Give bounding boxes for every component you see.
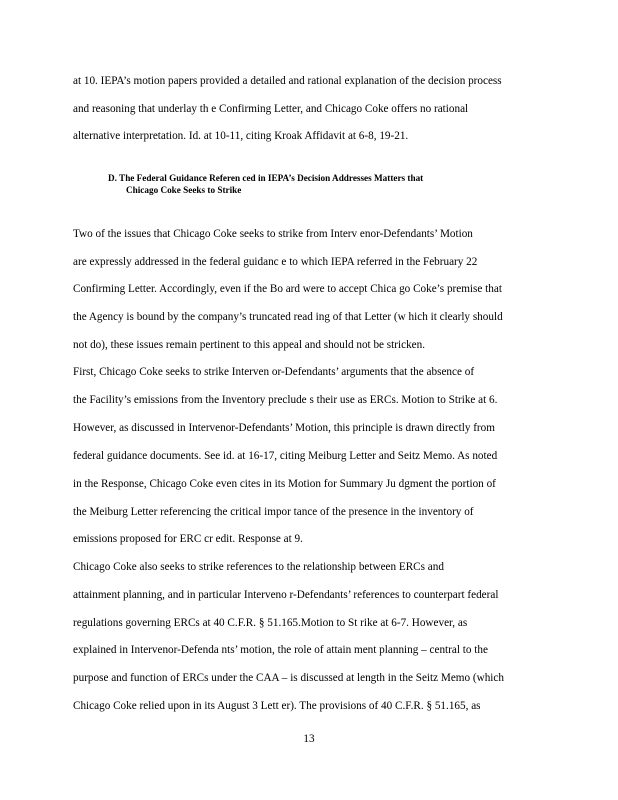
- body-line: at 10. IEPA’s motion papers provided a detailed and rational explanation of the decision process: [73, 75, 502, 87]
- body-line: are expressly addressed in the federal guidanc e to which IEPA referred in the February 22: [73, 256, 478, 268]
- body-line: purpose and function of ERCs under the CAA – is discussed at length in the Seitz Memo (which: [73, 672, 504, 684]
- body-line: alternative interpretation. Id. at 10-11, citing Kroak Affidavit at 6-8, 19-21.: [73, 130, 409, 142]
- section-heading: [108, 172, 528, 196]
- section-heading-line2: Chicago Coke Seeks to Strike: [126, 185, 242, 195]
- body-line: the Facility’s emissions from the Inventory preclude s their use as ERCs. Motion to Strike at 6.: [73, 394, 498, 406]
- body-line: Chicago Coke relied upon in its August 3 Lett er). The provisions of 40 C.F.R. § 51.165, as: [73, 700, 481, 712]
- body-line: explained in Intervenor-Defenda nts’ motion, the role of attain ment planning – central to the: [73, 644, 488, 656]
- body-line: First, Chicago Coke seeks to strike Interven or-Defendants’ arguments that the absence of: [73, 366, 475, 378]
- body-line: regulations governing ERCs at 40 C.F.R. § 51.165.Motion to St rike at 6-7. However, as: [73, 617, 468, 629]
- body-line: Confirming Letter. Accordingly, even if the Bo ard were to accept Chica go Coke’s premise that: [73, 283, 502, 295]
- body-line: federal guidance documents. See id. at 16-17, citing Meiburg Letter and Seitz Memo. As noted: [73, 450, 498, 462]
- body-line: and reasoning that underlay th e Confirming Letter, and Chicago Coke offers no rational: [73, 103, 469, 115]
- section-heading-line1: D. The Federal Guidance Referen ced in IEPA’s Decision Addresses Matters that: [108, 173, 424, 183]
- body-line: the Agency is bound by the company’s truncated read ing of that Letter (w hich it clearly should: [73, 311, 503, 323]
- body-line: emissions proposed for ERC cr edit. Response at 9.: [73, 533, 303, 545]
- body-line: not do), these issues remain pertinent to this appeal and should not be stricken.: [73, 339, 426, 351]
- body-line: Chicago Coke also seeks to strike references to the relationship between ERCs and: [73, 561, 444, 573]
- body-line: attainment planning, and in particular Interveno r-Defendants’ references to counterpart federal: [73, 589, 499, 601]
- body-line: the Meiburg Letter referencing the critical impor tance of the presence in the inventory of: [73, 506, 474, 518]
- body-line: in the Response, Chicago Coke even cites in its Motion for Summary Ju dgment the portion of: [73, 478, 496, 490]
- page-number: 13: [303, 733, 315, 745]
- body-line: Two of the issues that Chicago Coke seeks to strike from Interv enor-Defendants’ Motion: [73, 228, 473, 240]
- body-line: However, as discussed in Intervenor-Defendants’ Motion, this principle is drawn directly from: [73, 422, 495, 434]
